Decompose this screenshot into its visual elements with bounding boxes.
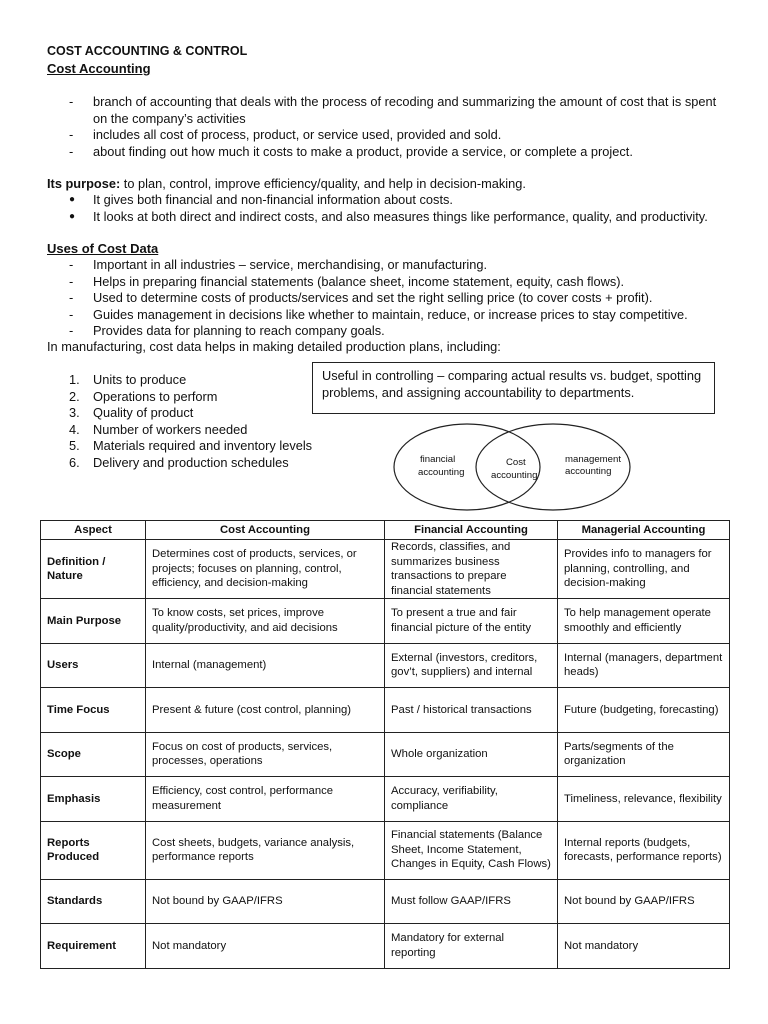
venn-center-line-2: accounting <box>491 470 538 481</box>
table-row <box>41 777 730 822</box>
purpose-list <box>47 192 747 225</box>
list-item: ● It looks at both direct and indirect costs, and also measures things like performance, quality, and productivity. <box>69 208 708 224</box>
purpose-label: Its purpose: <box>47 176 121 191</box>
financial-cell: Records, classifies, and summarizes business transactions to prepare financial statements <box>385 540 558 599</box>
cost-cell: Focus on cost of products, services, processes, operations <box>146 732 385 777</box>
table-row <box>41 688 730 733</box>
managerial-cell: Internal reports (budgets, forecasts, performance reports) <box>558 821 730 879</box>
venn-right-line-1: management <box>565 454 621 465</box>
venn-center-line-1: Cost <box>506 457 526 468</box>
aspect-cell: Main Purpose <box>41 599 146 644</box>
cost-cell: Efficiency, cost control, performance measurement <box>146 777 385 822</box>
list-item: 3. Quality of product <box>69 405 194 420</box>
financial-cell: Whole organization <box>385 732 558 777</box>
cost-accounting-heading: Cost Accounting <box>47 61 151 76</box>
production-plan-list <box>47 372 327 471</box>
list-item: 4. Number of workers needed <box>69 421 248 437</box>
table-row <box>41 540 730 599</box>
cost-cell: Not mandatory <box>146 924 385 969</box>
purpose-paragraph <box>47 176 737 193</box>
cost-cell: Cost sheets, budgets, variance analysis, performance reports <box>146 821 385 879</box>
managerial-cell: Internal (managers, department heads) <box>558 643 730 688</box>
table-row <box>41 599 730 644</box>
cost-cell: Determines cost of products, services, or projects; focuses on planning, control, efficiency, and decision-making <box>146 540 385 599</box>
header-cost-accounting: Cost Accounting <box>146 521 385 540</box>
uses-list <box>47 257 747 340</box>
comparison-table <box>40 520 730 969</box>
list-item: 1. Units to produce <box>69 372 187 387</box>
list-item: - includes all cost of process, product, or service used, provided and sold. <box>69 127 502 142</box>
financial-cell: Mandatory for external reporting <box>385 924 558 969</box>
aspect-cell: Requirement <box>41 924 146 969</box>
managerial-cell: Provides info to managers for planning, controlling, and decision-making <box>558 540 730 599</box>
document-title: COST ACCOUNTING & CONTROL <box>47 44 248 58</box>
list-item: - Important in all industries – service, merchandising, or manufacturing. <box>69 257 488 272</box>
aspect-cell: Time Focus <box>41 688 146 733</box>
definition-list <box>47 94 727 160</box>
venn-left-line-1: financial <box>420 454 456 465</box>
cost-cell: Present & future (cost control, planning) <box>146 688 385 733</box>
list-item: ● It gives both financial and non-financial information about costs. <box>69 192 453 207</box>
list-item: 5. Materials required and inventory levels <box>69 438 313 453</box>
header-financial-accounting: Financial Accounting <box>385 521 558 540</box>
list-item: - Helps in preparing financial statements (balance sheet, income statement, equity, cash flows). <box>69 273 625 289</box>
managerial-cell: Future (budgeting, forecasting) <box>558 688 730 733</box>
aspect-cell: Emphasis <box>41 777 146 822</box>
aspect-cell: Scope <box>41 732 146 777</box>
list-item: - branch of accounting that deals with the process of recoding and summarizing the amount of cost that is spent on the company’s activities <box>69 94 717 126</box>
table-row <box>41 643 730 688</box>
list-item: - Guides management in decisions like whether to maintain, reduce, or increase prices to stay competitive. <box>69 306 688 322</box>
list-item: 2. Operations to perform <box>69 388 218 404</box>
header-managerial-accounting: Managerial Accounting <box>558 521 730 540</box>
managerial-cell: Not bound by GAAP/IFRS <box>558 879 730 924</box>
controlling-callout: Useful in controlling – comparing actual results vs. budget, spotting problems, and assigning accountability to departments. <box>312 362 715 414</box>
aspect-cell: Definition / Nature <box>41 540 146 599</box>
aspect-cell: Users <box>41 643 146 688</box>
managerial-cell: Parts/segments of the organization <box>558 732 730 777</box>
financial-cell: External (investors, creditors, gov’t, suppliers) and internal <box>385 643 558 688</box>
table-row <box>41 732 730 777</box>
cost-cell: To know costs, set prices, improve quality/productivity, and aid decisions <box>146 599 385 644</box>
financial-cell: Past / historical transactions <box>385 688 558 733</box>
list-item: - about finding out how much it costs to make a product, provide a service, or complete a project. <box>69 143 633 159</box>
list-item: - Used to determine costs of products/services and set the right selling price (to cover costs + profit). <box>69 290 653 305</box>
managerial-cell: Not mandatory <box>558 924 730 969</box>
managerial-cell: To help management operate smoothly and efficiently <box>558 599 730 644</box>
cost-cell: Not bound by GAAP/IFRS <box>146 879 385 924</box>
venn-right-line-2: accounting <box>565 466 612 477</box>
table-row <box>41 821 730 879</box>
venn-left-line-2: accounting <box>418 467 465 478</box>
financial-cell: To present a true and fair financial picture of the entity <box>385 599 558 644</box>
header-aspect: Aspect <box>41 521 146 540</box>
uses-heading: Uses of Cost Data <box>47 241 159 256</box>
financial-cell: Accuracy, verifiability, compliance <box>385 777 558 822</box>
cost-cell: Internal (management) <box>146 643 385 688</box>
financial-cell: Financial statements (Balance Sheet, Income Statement, Changes in Equity, Cash Flows) <box>385 821 558 879</box>
financial-cell: Must follow GAAP/IFRS <box>385 879 558 924</box>
manufacturing-intro: In manufacturing, cost data helps in making detailed production plans, including: <box>47 339 501 354</box>
table-header-row <box>41 521 730 540</box>
managerial-cell: Timeliness, relevance, flexibility <box>558 777 730 822</box>
venn-diagram <box>390 420 670 516</box>
list-item: - Provides data for planning to reach company goals. <box>69 323 385 338</box>
table-row <box>41 924 730 969</box>
aspect-cell: Reports Produced <box>41 821 146 879</box>
list-item: 6. Delivery and production schedules <box>69 454 289 470</box>
aspect-cell: Standards <box>41 879 146 924</box>
purpose-text: to plan, control, improve efficiency/quality, and help in decision-making. <box>120 176 526 191</box>
table-row <box>41 879 730 924</box>
